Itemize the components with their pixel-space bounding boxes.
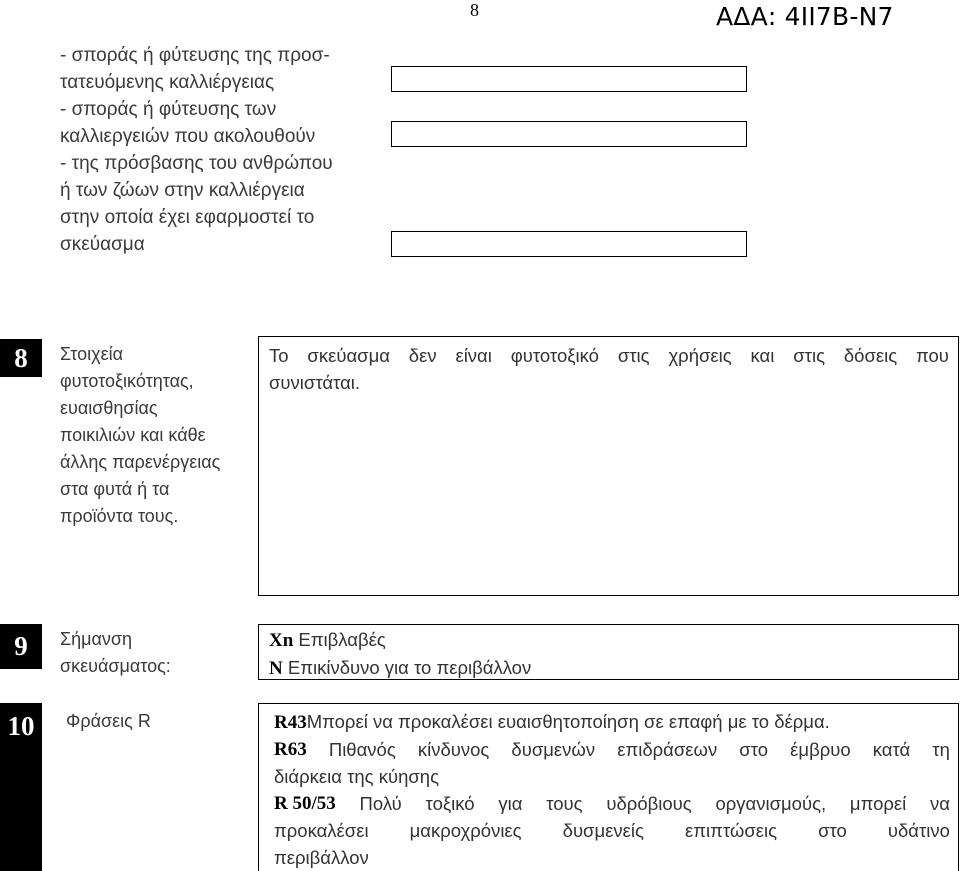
word: Πιθανός <box>328 739 396 760</box>
word: επιδράσεων <box>617 739 718 760</box>
hazard-xn <box>269 626 531 654</box>
r-text: Μπορεί να προκαλέσει ευαισθητοποίηση σε επαφή με το δέρμα. <box>306 711 830 732</box>
word: υδρόβιους <box>606 793 692 814</box>
word: οργανισμούς, <box>715 793 827 814</box>
label-line: φυτοτοξικότητας, <box>60 371 194 391</box>
word: δυσμενών <box>511 739 596 760</box>
word: στις <box>617 345 650 366</box>
word: για <box>498 793 523 814</box>
section-9-content <box>269 626 531 682</box>
top-line: τατευόμενης καλλιέργειας <box>60 72 275 93</box>
ada-code: ΑΔΑ: 4ΙΙ7Β-Ν7 <box>716 2 894 31</box>
r-phrase-r5053 <box>274 790 950 817</box>
word: Πολύ <box>359 793 402 814</box>
section-9-content-box <box>258 624 959 680</box>
word: στο <box>818 820 847 841</box>
top-line: - της πρόσβασης του ανθρώπου <box>60 153 333 174</box>
top-line: στην οποία έχει εφαρμοστεί το <box>60 207 315 228</box>
blank-field-2 <box>391 121 747 147</box>
section-9-label <box>60 626 171 680</box>
r5053-end: περιβάλλον <box>274 847 369 868</box>
word: επιπτώσεις <box>684 820 778 841</box>
blank-field-1 <box>391 66 747 92</box>
content-line: συνιστάται. <box>269 372 361 393</box>
word: μακροχρόνιες <box>409 820 522 841</box>
word: και <box>750 345 775 366</box>
label-line: σκευάσματος: <box>60 656 171 676</box>
word: τους <box>546 793 583 814</box>
word: τοξικό <box>425 793 475 814</box>
top-line: ή των ζώων στην καλλιέργεια <box>60 180 305 201</box>
r-code: R63 <box>274 739 307 760</box>
word: που <box>916 345 949 366</box>
top-line: καλλιεργειών που ακολουθούν <box>60 126 316 147</box>
top-line: - σποράς ή φύτευσης των <box>60 99 277 120</box>
label-line: προϊόντα τους. <box>60 506 179 526</box>
label-line: ευαισθησίας <box>60 398 158 418</box>
word: μπορεί <box>849 793 907 814</box>
r-phrase-r63 <box>274 736 950 763</box>
r63-continuation: διάρκεια της κύησης <box>274 766 440 787</box>
section-8-content <box>269 342 949 396</box>
hazard-symbol: N <box>269 658 283 679</box>
r-code: R 50/53 <box>274 793 336 814</box>
word: κατά <box>872 739 911 760</box>
word: να <box>930 793 950 814</box>
word: φυτοτοξικό <box>510 345 599 366</box>
word: στις <box>793 345 825 366</box>
r-phrase-r43 <box>274 708 950 736</box>
label-line: ποικιλιών και κάθε <box>60 425 206 445</box>
hazard-n <box>269 654 531 682</box>
hazard-text: Επιβλαβές <box>293 629 386 650</box>
word: κίνδυνος <box>417 739 490 760</box>
word: τη <box>932 739 950 760</box>
word: είναι <box>455 345 492 366</box>
section-9-number: 9 <box>0 624 42 669</box>
label-line: Στοιχεία <box>60 344 124 364</box>
top-line: - σποράς ή φύτευσης της προσ- <box>60 45 330 66</box>
section-10-content-box <box>258 703 959 871</box>
word: έμβρυο <box>790 739 851 760</box>
r-code: R43 <box>274 712 307 733</box>
top-section-text <box>60 42 380 258</box>
blank-field-3 <box>391 231 747 257</box>
section-8-content-box <box>258 336 959 596</box>
word: δυσμενείς <box>562 820 644 841</box>
label-line: στα φυτά ή τα <box>60 479 170 499</box>
content-line <box>269 342 949 369</box>
section-8-number: 8 <box>0 339 42 377</box>
label-line: άλλης παρενέργειας <box>60 452 221 472</box>
word: στο <box>739 739 769 760</box>
section-10-label: Φράσεις R <box>66 711 151 731</box>
label-line: Σήμανση <box>60 629 133 649</box>
word: χρήσεις <box>668 345 732 366</box>
top-line: σκεύασμα <box>60 234 145 255</box>
section-10-number: 10 <box>0 703 42 871</box>
word: προκαλέσει <box>274 820 369 841</box>
section-10-content <box>274 708 950 871</box>
r5053-continuation <box>274 817 950 844</box>
word: υδάτινο <box>887 820 950 841</box>
section-8-label <box>60 341 220 530</box>
word: Το <box>269 345 289 366</box>
word: δόσεις <box>843 345 898 366</box>
hazard-text: Επικίνδυνο για το περιβάλλον <box>282 657 532 678</box>
word: δεν <box>408 345 437 366</box>
hazard-symbol: Xn <box>269 630 294 651</box>
word: σκεύασμα <box>307 345 390 366</box>
page-number: 8 <box>470 0 479 20</box>
